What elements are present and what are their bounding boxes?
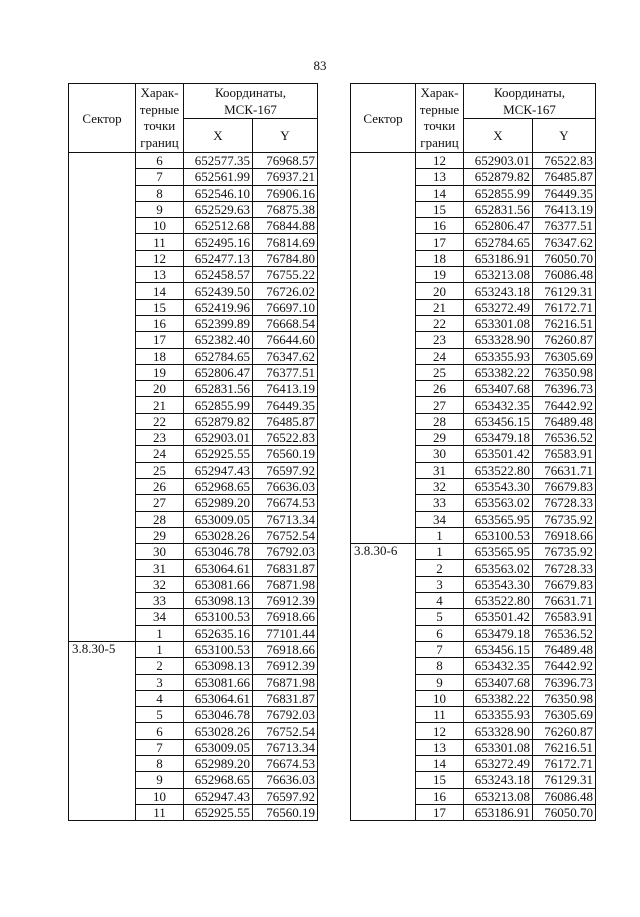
x-coordinate-cell: 653328.90 <box>464 332 533 348</box>
x-coordinate-cell: 653081.66 <box>184 674 253 690</box>
x-coordinate-cell: 653479.18 <box>464 430 533 446</box>
x-coordinate-cell: 652577.35 <box>184 153 253 169</box>
x-coordinate-cell: 652968.65 <box>184 478 253 494</box>
y-coordinate-cell: 76413.19 <box>533 201 596 217</box>
y-coordinate-cell: 76396.73 <box>533 674 596 690</box>
x-coordinate-cell: 653301.08 <box>464 315 533 331</box>
y-coordinate-cell: 76918.66 <box>533 527 596 543</box>
y-coordinate-cell: 76752.54 <box>253 723 318 739</box>
page-number: 83 <box>313 58 327 73</box>
y-coordinate-cell: 76697.10 <box>253 299 318 315</box>
x-coordinate-cell: 652831.56 <box>184 381 253 397</box>
point-number-cell: 2 <box>416 560 464 576</box>
sector-cell <box>69 153 136 642</box>
point-number-cell: 4 <box>136 690 184 706</box>
points-header: Харак- терные точки границ <box>136 84 184 153</box>
point-number-cell: 5 <box>416 609 464 625</box>
point-number-cell: 30 <box>136 544 184 560</box>
y-coordinate-cell: 76831.87 <box>253 560 318 576</box>
point-number-cell: 20 <box>416 283 464 299</box>
x-coordinate-cell: 653563.02 <box>464 495 533 511</box>
x-coordinate-cell: 652382.40 <box>184 332 253 348</box>
x-coordinate-cell: 652947.43 <box>184 788 253 804</box>
y-coordinate-cell: 76442.92 <box>533 397 596 413</box>
y-coordinate-cell: 76784.80 <box>253 250 318 266</box>
point-number-cell: 26 <box>136 478 184 494</box>
sector-cell: 3.8.30-5 <box>69 641 136 820</box>
x-coordinate-cell: 653522.80 <box>464 593 533 609</box>
y-coordinate-cell: 76814.69 <box>253 234 318 250</box>
y-coordinate-cell: 76636.03 <box>253 772 318 788</box>
y-coordinate-cell: 76377.51 <box>253 364 318 380</box>
y-coordinate-cell: 76485.87 <box>253 413 318 429</box>
point-number-cell: 1 <box>416 527 464 543</box>
y-coordinate-cell: 76726.02 <box>253 283 318 299</box>
x-coordinate-cell: 652635.16 <box>184 625 253 641</box>
x-coordinate-cell: 653432.35 <box>464 397 533 413</box>
point-number-cell: 16 <box>416 788 464 804</box>
y-coordinate-cell: 76968.57 <box>253 153 318 169</box>
x-coordinate-cell: 653565.95 <box>464 511 533 527</box>
x-coordinate-cell: 653522.80 <box>464 462 533 478</box>
point-number-cell: 7 <box>416 641 464 657</box>
y-coordinate-cell: 76489.48 <box>533 641 596 657</box>
x-coordinate-cell: 653382.22 <box>464 364 533 380</box>
x-coordinate-cell: 652784.65 <box>464 234 533 250</box>
x-coordinate-cell: 653100.53 <box>464 527 533 543</box>
y-coordinate-cell: 76086.48 <box>533 788 596 804</box>
x-coordinate-cell: 652806.47 <box>184 364 253 380</box>
x-coordinate-cell: 653064.61 <box>184 560 253 576</box>
y-coordinate-cell: 76216.51 <box>533 739 596 755</box>
x-coordinate-cell: 653565.95 <box>464 544 533 560</box>
left-table-body <box>69 153 318 821</box>
x-coordinate-cell: 652784.65 <box>184 348 253 364</box>
right-table-body <box>351 153 596 821</box>
y-coordinate-cell: 76305.69 <box>533 707 596 723</box>
x-coordinate-cell: 652925.55 <box>184 804 253 820</box>
point-number-cell: 4 <box>416 593 464 609</box>
x-coordinate-cell: 653243.18 <box>464 283 533 299</box>
y-coordinate-cell: 76735.92 <box>533 544 596 560</box>
x-header: X <box>464 119 533 153</box>
y-coordinate-cell: 76875.38 <box>253 201 318 217</box>
point-number-cell: 18 <box>136 348 184 364</box>
table-row <box>69 153 318 169</box>
point-number-cell: 23 <box>416 332 464 348</box>
x-coordinate-cell: 653213.08 <box>464 788 533 804</box>
table-row <box>351 153 596 169</box>
point-number-cell: 34 <box>416 511 464 527</box>
y-coordinate-cell: 76442.92 <box>533 658 596 674</box>
y-coordinate-cell: 76129.31 <box>533 283 596 299</box>
y-coordinate-cell: 76583.91 <box>533 609 596 625</box>
point-number-cell: 10 <box>136 218 184 234</box>
x-coordinate-cell: 652419.96 <box>184 299 253 315</box>
y-coordinate-cell: 76260.87 <box>533 723 596 739</box>
y-coordinate-cell: 76522.83 <box>253 430 318 446</box>
y-coordinate-cell: 77101.44 <box>253 625 318 641</box>
point-number-cell: 27 <box>416 397 464 413</box>
point-number-cell: 1 <box>136 625 184 641</box>
point-number-cell: 11 <box>136 804 184 820</box>
point-number-cell: 6 <box>136 153 184 169</box>
y-coordinate-cell: 76305.69 <box>533 348 596 364</box>
x-coordinate-cell: 652399.89 <box>184 315 253 331</box>
x-coordinate-cell: 652529.63 <box>184 201 253 217</box>
point-number-cell: 13 <box>416 169 464 185</box>
point-number-cell: 10 <box>136 788 184 804</box>
point-number-cell: 19 <box>416 267 464 283</box>
y-coordinate-cell: 76172.71 <box>533 299 596 315</box>
point-number-cell: 1 <box>416 544 464 560</box>
y-coordinate-cell: 76844.88 <box>253 218 318 234</box>
x-coordinate-cell: 653382.22 <box>464 690 533 706</box>
x-coordinate-cell: 653028.26 <box>184 723 253 739</box>
x-coordinate-cell: 653009.05 <box>184 511 253 527</box>
y-coordinate-cell: 76918.66 <box>253 609 318 625</box>
x-coordinate-cell: 652925.55 <box>184 446 253 462</box>
x-coordinate-cell: 653186.91 <box>464 250 533 266</box>
x-coordinate-cell: 652855.99 <box>184 397 253 413</box>
point-number-cell: 8 <box>416 658 464 674</box>
y-coordinate-cell: 76912.39 <box>253 593 318 609</box>
x-coordinate-cell: 653098.13 <box>184 658 253 674</box>
coordinates-header: Координаты, МСК-167 <box>464 84 596 119</box>
x-coordinate-cell: 653028.26 <box>184 527 253 543</box>
x-coordinate-cell: 653456.15 <box>464 413 533 429</box>
y-coordinate-cell: 76906.16 <box>253 185 318 201</box>
point-number-cell: 23 <box>136 430 184 446</box>
y-coordinate-cell: 76522.83 <box>533 153 596 169</box>
point-number-cell: 17 <box>136 332 184 348</box>
x-coordinate-cell: 653432.35 <box>464 658 533 674</box>
y-coordinate-cell: 76918.66 <box>253 641 318 657</box>
y-coordinate-cell: 76728.33 <box>533 495 596 511</box>
x-coordinate-cell: 653479.18 <box>464 625 533 641</box>
y-coordinate-cell: 76597.92 <box>253 462 318 478</box>
x-coordinate-cell: 653081.66 <box>184 576 253 592</box>
point-number-cell: 14 <box>416 185 464 201</box>
point-number-cell: 32 <box>136 576 184 592</box>
y-coordinate-cell: 76129.31 <box>533 772 596 788</box>
x-coordinate-cell: 653046.78 <box>184 544 253 560</box>
point-number-cell: 22 <box>136 413 184 429</box>
y-coordinate-cell: 76674.53 <box>253 755 318 771</box>
x-coordinate-cell: 653563.02 <box>464 560 533 576</box>
x-coordinate-cell: 653407.68 <box>464 674 533 690</box>
point-number-cell: 25 <box>136 462 184 478</box>
point-number-cell: 11 <box>136 234 184 250</box>
x-coordinate-cell: 653046.78 <box>184 707 253 723</box>
x-coordinate-cell: 653098.13 <box>184 593 253 609</box>
point-number-cell: 6 <box>416 625 464 641</box>
y-coordinate-cell: 76713.34 <box>253 511 318 527</box>
x-coordinate-cell: 653213.08 <box>464 267 533 283</box>
point-number-cell: 25 <box>416 364 464 380</box>
point-number-cell: 9 <box>136 201 184 217</box>
point-number-cell: 24 <box>136 446 184 462</box>
x-coordinate-cell: 652458.57 <box>184 267 253 283</box>
x-coordinate-cell: 653456.15 <box>464 641 533 657</box>
point-number-cell: 3 <box>416 576 464 592</box>
y-coordinate-cell: 76792.03 <box>253 544 318 560</box>
point-number-cell: 22 <box>416 315 464 331</box>
x-coordinate-cell: 652879.82 <box>464 169 533 185</box>
point-number-cell: 26 <box>416 381 464 397</box>
point-number-cell: 13 <box>416 739 464 755</box>
point-number-cell: 29 <box>136 527 184 543</box>
point-number-cell: 9 <box>416 674 464 690</box>
points-header: Харак- терные точки границ <box>416 84 464 153</box>
point-number-cell: 6 <box>136 723 184 739</box>
sector-cell <box>351 153 416 544</box>
point-number-cell: 31 <box>416 462 464 478</box>
x-coordinate-cell: 653328.90 <box>464 723 533 739</box>
point-number-cell: 2 <box>136 658 184 674</box>
x-coordinate-cell: 653355.93 <box>464 707 533 723</box>
point-number-cell: 24 <box>416 348 464 364</box>
point-number-cell: 1 <box>136 641 184 657</box>
y-coordinate-cell: 76728.33 <box>533 560 596 576</box>
point-number-cell: 28 <box>416 413 464 429</box>
x-coordinate-cell: 653355.93 <box>464 348 533 364</box>
point-number-cell: 33 <box>416 495 464 511</box>
point-number-cell: 31 <box>136 560 184 576</box>
y-coordinate-cell: 76679.83 <box>533 576 596 592</box>
y-coordinate-cell: 76631.71 <box>533 593 596 609</box>
y-coordinate-cell: 76489.48 <box>533 413 596 429</box>
x-coordinate-cell: 653543.30 <box>464 478 533 494</box>
point-number-cell: 10 <box>416 690 464 706</box>
table-row <box>69 641 318 657</box>
x-coordinate-cell: 653009.05 <box>184 739 253 755</box>
x-coordinate-cell: 653272.49 <box>464 755 533 771</box>
x-coordinate-cell: 653407.68 <box>464 381 533 397</box>
x-coordinate-cell: 652806.47 <box>464 218 533 234</box>
y-coordinate-cell: 76752.54 <box>253 527 318 543</box>
table-row <box>351 544 596 560</box>
y-coordinate-cell: 76216.51 <box>533 315 596 331</box>
point-number-cell: 12 <box>416 153 464 169</box>
point-number-cell: 7 <box>136 169 184 185</box>
point-number-cell: 13 <box>136 267 184 283</box>
y-coordinate-cell: 76597.92 <box>253 788 318 804</box>
x-coordinate-cell: 652947.43 <box>184 462 253 478</box>
x-coordinate-cell: 653543.30 <box>464 576 533 592</box>
y-coordinate-cell: 76560.19 <box>253 804 318 820</box>
y-header: Y <box>253 119 318 153</box>
point-number-cell: 16 <box>416 218 464 234</box>
x-coordinate-cell: 652439.50 <box>184 283 253 299</box>
point-number-cell: 8 <box>136 755 184 771</box>
y-coordinate-cell: 76679.83 <box>533 478 596 494</box>
y-coordinate-cell: 76347.62 <box>253 348 318 364</box>
y-coordinate-cell: 76644.60 <box>253 332 318 348</box>
x-coordinate-cell: 652903.01 <box>184 430 253 446</box>
x-coordinate-cell: 652903.01 <box>464 153 533 169</box>
y-coordinate-cell: 76396.73 <box>533 381 596 397</box>
x-coordinate-cell: 652495.16 <box>184 234 253 250</box>
point-number-cell: 5 <box>136 707 184 723</box>
point-number-cell: 15 <box>416 772 464 788</box>
point-number-cell: 12 <box>136 250 184 266</box>
x-coordinate-cell: 652855.99 <box>464 185 533 201</box>
y-coordinate-cell: 76172.71 <box>533 755 596 771</box>
sector-cell: 3.8.30-6 <box>351 544 416 821</box>
x-coordinate-cell: 653501.42 <box>464 609 533 625</box>
y-coordinate-cell: 76086.48 <box>533 267 596 283</box>
point-number-cell: 16 <box>136 315 184 331</box>
x-coordinate-cell: 653100.53 <box>184 641 253 657</box>
y-coordinate-cell: 76912.39 <box>253 658 318 674</box>
point-number-cell: 7 <box>136 739 184 755</box>
point-number-cell: 28 <box>136 511 184 527</box>
point-number-cell: 17 <box>416 804 464 820</box>
point-number-cell: 14 <box>136 283 184 299</box>
point-number-cell: 21 <box>136 397 184 413</box>
y-coordinate-cell: 76350.98 <box>533 690 596 706</box>
point-number-cell: 3 <box>136 674 184 690</box>
y-coordinate-cell: 76871.98 <box>253 674 318 690</box>
x-coordinate-cell: 653501.42 <box>464 446 533 462</box>
y-coordinate-cell: 76413.19 <box>253 381 318 397</box>
y-coordinate-cell: 76735.92 <box>533 511 596 527</box>
y-coordinate-cell: 76636.03 <box>253 478 318 494</box>
y-coordinate-cell: 76536.52 <box>533 430 596 446</box>
x-coordinate-cell: 653272.49 <box>464 299 533 315</box>
point-number-cell: 9 <box>136 772 184 788</box>
y-coordinate-cell: 76350.98 <box>533 364 596 380</box>
y-coordinate-cell: 76347.62 <box>533 234 596 250</box>
point-number-cell: 11 <box>416 707 464 723</box>
x-coordinate-cell: 652512.68 <box>184 218 253 234</box>
point-number-cell: 15 <box>136 299 184 315</box>
x-coordinate-cell: 652561.99 <box>184 169 253 185</box>
point-number-cell: 21 <box>416 299 464 315</box>
y-coordinate-cell: 76485.87 <box>533 169 596 185</box>
x-header: X <box>184 119 253 153</box>
point-number-cell: 27 <box>136 495 184 511</box>
x-coordinate-cell: 652879.82 <box>184 413 253 429</box>
y-coordinate-cell: 76831.87 <box>253 690 318 706</box>
point-number-cell: 32 <box>416 478 464 494</box>
x-coordinate-cell: 653243.18 <box>464 772 533 788</box>
point-number-cell: 14 <box>416 755 464 771</box>
x-coordinate-cell: 652546.10 <box>184 185 253 201</box>
coordinates-header: Координаты, МСК-167 <box>184 84 318 119</box>
y-coordinate-cell: 76792.03 <box>253 707 318 723</box>
y-coordinate-cell: 76674.53 <box>253 495 318 511</box>
y-coordinate-cell: 76668.54 <box>253 315 318 331</box>
sector-header: Сектор <box>351 84 416 153</box>
y-coordinate-cell: 76449.35 <box>253 397 318 413</box>
y-coordinate-cell: 76937.21 <box>253 169 318 185</box>
point-number-cell: 17 <box>416 234 464 250</box>
x-coordinate-cell: 652989.20 <box>184 755 253 771</box>
point-number-cell: 15 <box>416 201 464 217</box>
y-coordinate-cell: 76377.51 <box>533 218 596 234</box>
point-number-cell: 29 <box>416 430 464 446</box>
y-coordinate-cell: 76755.22 <box>253 267 318 283</box>
y-coordinate-cell: 76449.35 <box>533 185 596 201</box>
left-coordinates-table <box>68 83 318 821</box>
x-coordinate-cell: 652989.20 <box>184 495 253 511</box>
point-number-cell: 30 <box>416 446 464 462</box>
y-coordinate-cell: 76050.70 <box>533 250 596 266</box>
x-coordinate-cell: 652477.13 <box>184 250 253 266</box>
y-coordinate-cell: 76631.71 <box>533 462 596 478</box>
x-coordinate-cell: 652968.65 <box>184 772 253 788</box>
point-number-cell: 8 <box>136 185 184 201</box>
x-coordinate-cell: 653064.61 <box>184 690 253 706</box>
point-number-cell: 12 <box>416 723 464 739</box>
y-header: Y <box>533 119 596 153</box>
sector-header: Сектор <box>69 84 136 153</box>
point-number-cell: 20 <box>136 381 184 397</box>
point-number-cell: 18 <box>416 250 464 266</box>
y-coordinate-cell: 76583.91 <box>533 446 596 462</box>
x-coordinate-cell: 653186.91 <box>464 804 533 820</box>
y-coordinate-cell: 76536.52 <box>533 625 596 641</box>
y-coordinate-cell: 76871.98 <box>253 576 318 592</box>
x-coordinate-cell: 652831.56 <box>464 201 533 217</box>
point-number-cell: 34 <box>136 609 184 625</box>
point-number-cell: 19 <box>136 364 184 380</box>
y-coordinate-cell: 76260.87 <box>533 332 596 348</box>
x-coordinate-cell: 653301.08 <box>464 739 533 755</box>
y-coordinate-cell: 76560.19 <box>253 446 318 462</box>
right-coordinates-table <box>350 83 596 821</box>
x-coordinate-cell: 653100.53 <box>184 609 253 625</box>
y-coordinate-cell: 76713.34 <box>253 739 318 755</box>
y-coordinate-cell: 76050.70 <box>533 804 596 820</box>
point-number-cell: 33 <box>136 593 184 609</box>
